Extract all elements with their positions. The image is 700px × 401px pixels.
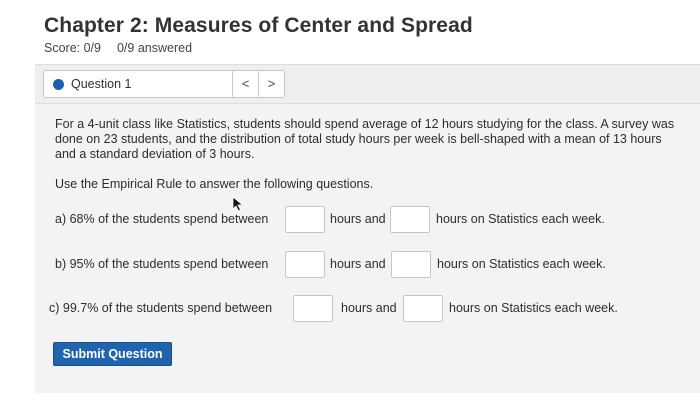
part-c-suffix: hours on Statistics each week. xyxy=(449,301,618,315)
part-b-high-input[interactable] xyxy=(391,251,431,278)
question-part-b xyxy=(55,250,695,280)
part-a-suffix: hours on Statistics each week. xyxy=(436,212,605,226)
question-text: For a 4-unit class like Statistics, students should spend average of 12 hours studying for the class. A survey was done on 23 students, and the distribution of total study hours per week is bell-shaped with a mean of 13 hours and a standard deviation of 3 hours. xyxy=(55,117,675,161)
submit-question-button[interactable]: Submit Question xyxy=(53,342,172,366)
part-b-low-input[interactable] xyxy=(285,251,325,278)
part-a-prefix: a) 68% of the students spend between xyxy=(55,212,269,226)
part-a-high-input[interactable] xyxy=(390,206,430,233)
part-a-middle: hours and xyxy=(330,212,386,226)
status-dot-icon xyxy=(53,79,64,90)
part-b-suffix: hours on Statistics each week. xyxy=(437,257,606,271)
score-text: Score: 0/9 xyxy=(44,41,101,55)
part-c-low-input[interactable] xyxy=(293,295,333,322)
score-line xyxy=(44,41,192,55)
answered-count: 0/9 answered xyxy=(116,41,193,55)
part-b-prefix: b) 95% of the students spend between xyxy=(55,257,269,271)
instruction-text: Use the Empirical Rule to answer the following questions. xyxy=(55,177,374,191)
part-c-high-input[interactable] xyxy=(403,295,443,322)
question-panel xyxy=(35,104,700,393)
part-a-low-input[interactable] xyxy=(285,206,325,233)
page-title: Chapter 2: Measures of Center and Spread xyxy=(44,14,473,37)
part-c-middle: hours and xyxy=(341,301,397,315)
question-select-label: Question 1 xyxy=(71,77,132,91)
question-select[interactable] xyxy=(43,70,261,98)
part-c-prefix: c) 99.7% of the students spend between xyxy=(49,301,273,315)
question-part-a xyxy=(55,205,695,235)
next-question-button[interactable]: > xyxy=(258,70,285,98)
question-nav-bar xyxy=(35,64,700,104)
part-b-middle: hours and xyxy=(330,257,386,271)
previous-question-button[interactable]: < xyxy=(232,70,259,98)
question-part-c xyxy=(49,294,694,324)
